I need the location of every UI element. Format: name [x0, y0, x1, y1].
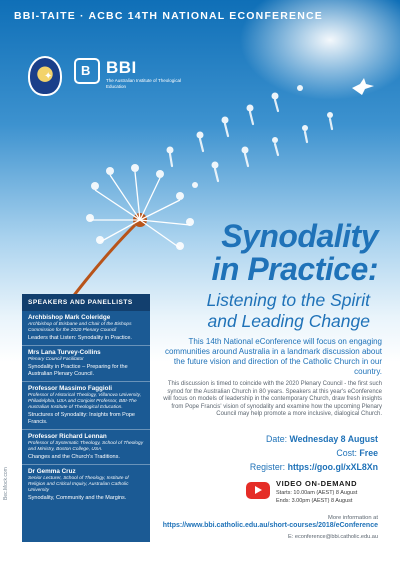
- subtitle-line-2: and Leading Change: [207, 311, 370, 331]
- speaker-talk: Synodality in Practice – Preparing for the Australian Plenary Council.: [28, 364, 128, 377]
- speaker-name: Mrs Lana Turvey-Collins: [28, 349, 101, 356]
- video-on-demand: [246, 479, 378, 507]
- speaker-name: Professor Richard Lennan: [28, 433, 107, 440]
- more-info-link[interactable]: https://www.bbi.catholic.edu.au/short-courses/2018/eConference: [162, 522, 378, 529]
- acbc-crest-icon: ✦: [28, 56, 62, 96]
- dandelion-seeds: [90, 172, 190, 248]
- title-line-2: in Practice:: [211, 251, 378, 287]
- event-subtitle: [207, 290, 370, 332]
- event-date: [266, 434, 378, 444]
- register-link[interactable]: https://goo.gl/xXL8Xn: [287, 462, 378, 472]
- speaker-item: [22, 465, 150, 505]
- speaker-talk: Leaders that Listen: Synodality in Practice.: [28, 335, 132, 341]
- speaker-item: [22, 430, 150, 465]
- cost-value: Free: [359, 448, 378, 458]
- speaker-item: [22, 382, 150, 430]
- video-ends: Ends: 3.00pm (AEST) 8 August: [276, 498, 353, 504]
- video-starts: Starts: 10.00am (AEST) 8 August: [276, 490, 358, 496]
- event-title: [211, 220, 378, 286]
- speaker-role: Plenary Council Facilitator: [28, 357, 84, 362]
- intro-paragraph: This 14th National eConference will focus on engaging communities around Australia in a landmark discussion about the future vision and direction of the Catholic Church in our country.: [164, 337, 382, 376]
- date-value: Wednesday 8 August: [289, 434, 378, 444]
- speaker-role: Professor of Historical Theology, Villanova University, Philadelphia, USA and Conjoint Professor, BBI-The Australian Institute of Theological Education.: [28, 393, 142, 410]
- cost-label: Cost:: [336, 448, 357, 458]
- speaker-role: Senior Lecturer, School of Theology, Institute of Religion and Critical Inquiry, Australian Catholic University: [28, 476, 129, 493]
- speaker-item: [22, 346, 150, 382]
- speakers-panel: [22, 294, 150, 542]
- more-info-label: More information at: [328, 515, 378, 521]
- speaker-talk: Synodality, Community and the Margins.: [28, 495, 127, 501]
- speaker-talk: Structures of Synodality: Insights from Pope Francis.: [28, 412, 135, 425]
- speakers-heading: SPEAKERS AND PANELLISTS: [22, 294, 150, 311]
- event-register: [250, 462, 378, 472]
- conference-header: BBI-TAITE · ACBC 14TH NATIONAL ECONFERENCE: [14, 10, 324, 22]
- speaker-talk: Changes and the Church's Traditions.: [28, 454, 120, 460]
- image-credit: Bec.Mock.com: [3, 467, 9, 500]
- speaker-item: [22, 311, 150, 346]
- speaker-name: Dr Gemma Cruz: [28, 468, 76, 475]
- speaker-name: Archbishop Mark Coleridge: [28, 314, 111, 321]
- youtube-play-icon[interactable]: [246, 482, 270, 499]
- figure-bodies: [170, 100, 332, 181]
- contact-email[interactable]: E: econference@bbi.catholic.edu.au: [288, 534, 378, 540]
- subtitle-line-1: Listening to the Spirit: [206, 290, 370, 310]
- speaker-role: Professor of Systematic Theology, School of Theology and Ministry, Boston College, USA.: [28, 441, 144, 452]
- event-cost: [336, 448, 378, 458]
- register-label: Register:: [249, 462, 286, 472]
- date-label: Date:: [266, 434, 288, 444]
- body-paragraph: This discussion is timed to coincide with the 2020 Plenary Council - the first such synod for the Australian Church in 80 years. Speakers at this year's eConference will focus on models of leadership in the contemporary Church, draw fresh insights from Pope Francis' vision of synodality and examine how the upcoming Plenary Council may help promote a more inclusive, dialogical Church.: [163, 381, 382, 418]
- bbi-name: BBI: [106, 58, 137, 77]
- title-line-1: Synodality: [221, 218, 378, 254]
- bbi-logo-icon: B: [74, 58, 100, 84]
- speaker-name: Professor Massimo Faggioli: [28, 385, 112, 392]
- speaker-role: Archbishop of Brisbane and Chair of the Bishops Commission for the 2020 Plenary Council: [28, 322, 132, 333]
- bbi-subtitle: The Australian Institute of Theological Education: [106, 78, 181, 89]
- video-title: VIDEO ON-DEMAND: [276, 479, 358, 488]
